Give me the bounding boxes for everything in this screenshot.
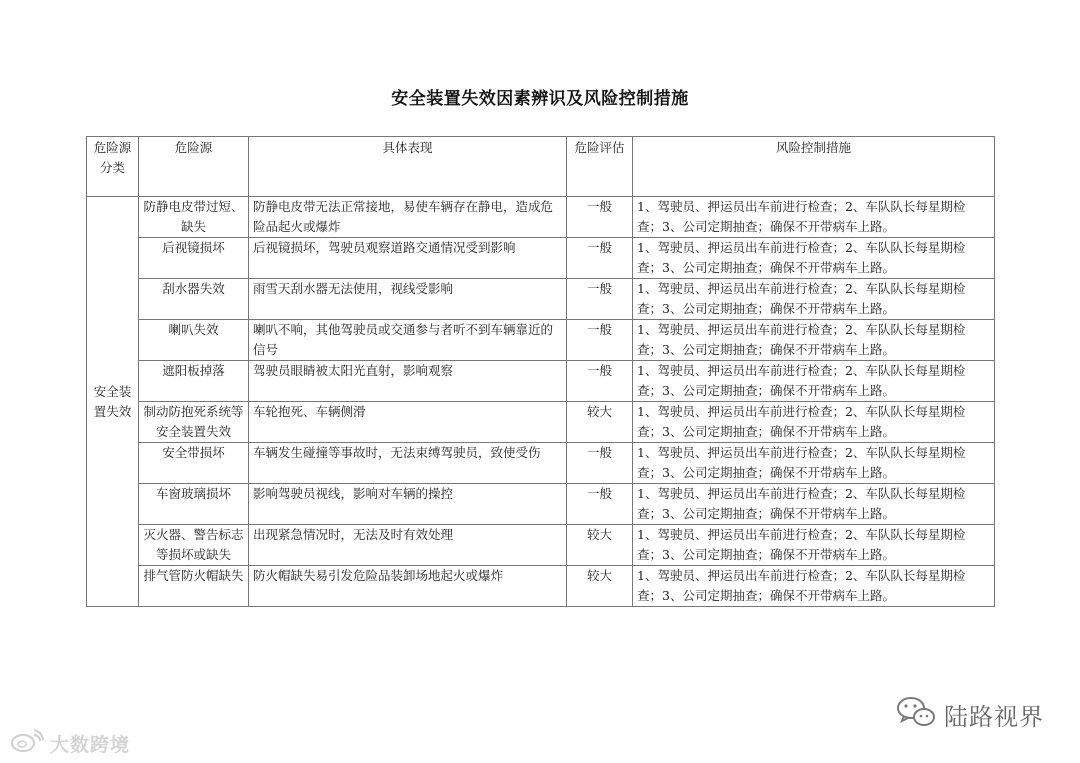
- risk-table: [86, 136, 995, 607]
- measures-cell: 1、驾驶员、押运员出车前进行检查；2、车队队长每星期检查；3、公司定期抽查；确保不开带病车上路。: [633, 443, 995, 484]
- description-cell: 影响驾驶员视线，影响对车辆的操控: [249, 484, 567, 525]
- header-description: 具体表现: [249, 137, 567, 197]
- table-row: [87, 443, 995, 484]
- source-cell: 车窗玻璃损坏: [139, 484, 249, 525]
- watermark-right-text: 陆路视界: [944, 702, 1044, 731]
- description-cell: 车辆发生碰撞等事故时，无法束缚驾驶员，致使受伤: [249, 443, 567, 484]
- level-cell: 一般: [567, 320, 633, 361]
- source-cell: 防静电皮带过短、缺失: [139, 197, 249, 238]
- level-cell: 一般: [567, 361, 633, 402]
- source-cell: 安全带损坏: [139, 443, 249, 484]
- header-measures: 风险控制措施: [633, 137, 995, 197]
- table-body: [87, 197, 995, 607]
- source-cell: 喇叭失效: [139, 320, 249, 361]
- table-row: [87, 197, 995, 238]
- source-cell: 灭火器、警告标志等损坏或缺失: [139, 525, 249, 566]
- level-cell: 较大: [567, 402, 633, 443]
- description-cell: 防静电皮带无法正常接地，易使车辆存在静电，造成危险品起火或爆炸: [249, 197, 567, 238]
- source-cell: 排气管防火帽缺失: [139, 566, 249, 607]
- measures-cell: 1、驾驶员、押运员出车前进行检查；2、车队队长每星期检查；3、公司定期抽查；确保不开带病车上路。: [633, 484, 995, 525]
- description-cell: 后视镜损坏，驾驶员观察道路交通情况受到影响: [249, 238, 567, 279]
- measures-cell: 1、驾驶员、押运员出车前进行检查；2、车队队长每星期检查；3、公司定期抽查；确保不开带病车上路。: [633, 361, 995, 402]
- description-cell: 出现紧急情况时，无法及时有效处理: [249, 525, 567, 566]
- table-row: [87, 402, 995, 443]
- source-cell: 刮水器失效: [139, 279, 249, 320]
- table-row: [87, 566, 995, 607]
- source-cell: 制动防抱死系统等安全装置失效: [139, 402, 249, 443]
- header-source: 危险源: [139, 137, 249, 197]
- table-row: [87, 320, 995, 361]
- description-cell: 车轮抱死、车辆侧滑: [249, 402, 567, 443]
- level-cell: 一般: [567, 279, 633, 320]
- measures-cell: 1、驾驶员、押运员出车前进行检查；2、车队队长每星期检查；3、公司定期抽查；确保不开带病车上路。: [633, 402, 995, 443]
- description-cell: 驾驶员眼睛被太阳光直射，影响观察: [249, 361, 567, 402]
- measures-cell: 1、驾驶员、押运员出车前进行检查；2、车队队长每星期检查；3、公司定期抽查；确保不开带病车上路。: [633, 279, 995, 320]
- watermark-right: [896, 694, 1044, 734]
- category-cell: 安全装置失效: [87, 197, 139, 607]
- description-cell: 防火帽缺失易引发危险品装卸场地起火或爆炸: [249, 566, 567, 607]
- measures-cell: 1、驾驶员、押运员出车前进行检查；2、车队队长每星期检查；3、公司定期抽查；确保不开带病车上路。: [633, 238, 995, 279]
- watermark-left: [10, 730, 130, 756]
- wechat-logo-icon: [896, 695, 936, 733]
- description-cell: 雨雪天刮水器无法使用，视线受影响: [249, 279, 567, 320]
- source-cell: 后视镜损坏: [139, 238, 249, 279]
- header-level: 危险评估: [567, 137, 633, 197]
- description-cell: 喇叭不响，其他驾驶员或交通参与者听不到车辆靠近的信号: [249, 320, 567, 361]
- table-header: [87, 137, 995, 197]
- level-cell: 较大: [567, 525, 633, 566]
- level-cell: 较大: [567, 566, 633, 607]
- table-row: [87, 484, 995, 525]
- source-cell: 遮阳板掉落: [139, 361, 249, 402]
- measures-cell: 1、驾驶员、押运员出车前进行检查；2、车队队长每星期检查；3、公司定期抽查；确保不开带病车上路。: [633, 525, 995, 566]
- weibo-logo-icon: [10, 729, 44, 757]
- header-category: 危险源分类: [87, 137, 139, 197]
- table-row: [87, 279, 995, 320]
- table-row: [87, 361, 995, 402]
- level-cell: 一般: [567, 238, 633, 279]
- level-cell: 一般: [567, 197, 633, 238]
- measures-cell: 1、驾驶员、押运员出车前进行检查；2、车队队长每星期检查；3、公司定期抽查；确保不开带病车上路。: [633, 197, 995, 238]
- document-title: 安全装置失效因素辨识及风险控制措施: [391, 89, 689, 109]
- measures-cell: 1、驾驶员、押运员出车前进行检查；2、车队队长每星期检查；3、公司定期抽查；确保不开带病车上路。: [633, 320, 995, 361]
- measures-cell: 1、驾驶员、押运员出车前进行检查；2、车队队长每星期检查；3、公司定期抽查；确保不开带病车上路。: [633, 566, 995, 607]
- watermark-left-text: 大数跨境: [50, 733, 131, 756]
- table-row: [87, 238, 995, 279]
- table-row: [87, 525, 995, 566]
- level-cell: 一般: [567, 443, 633, 484]
- level-cell: 一般: [567, 484, 633, 525]
